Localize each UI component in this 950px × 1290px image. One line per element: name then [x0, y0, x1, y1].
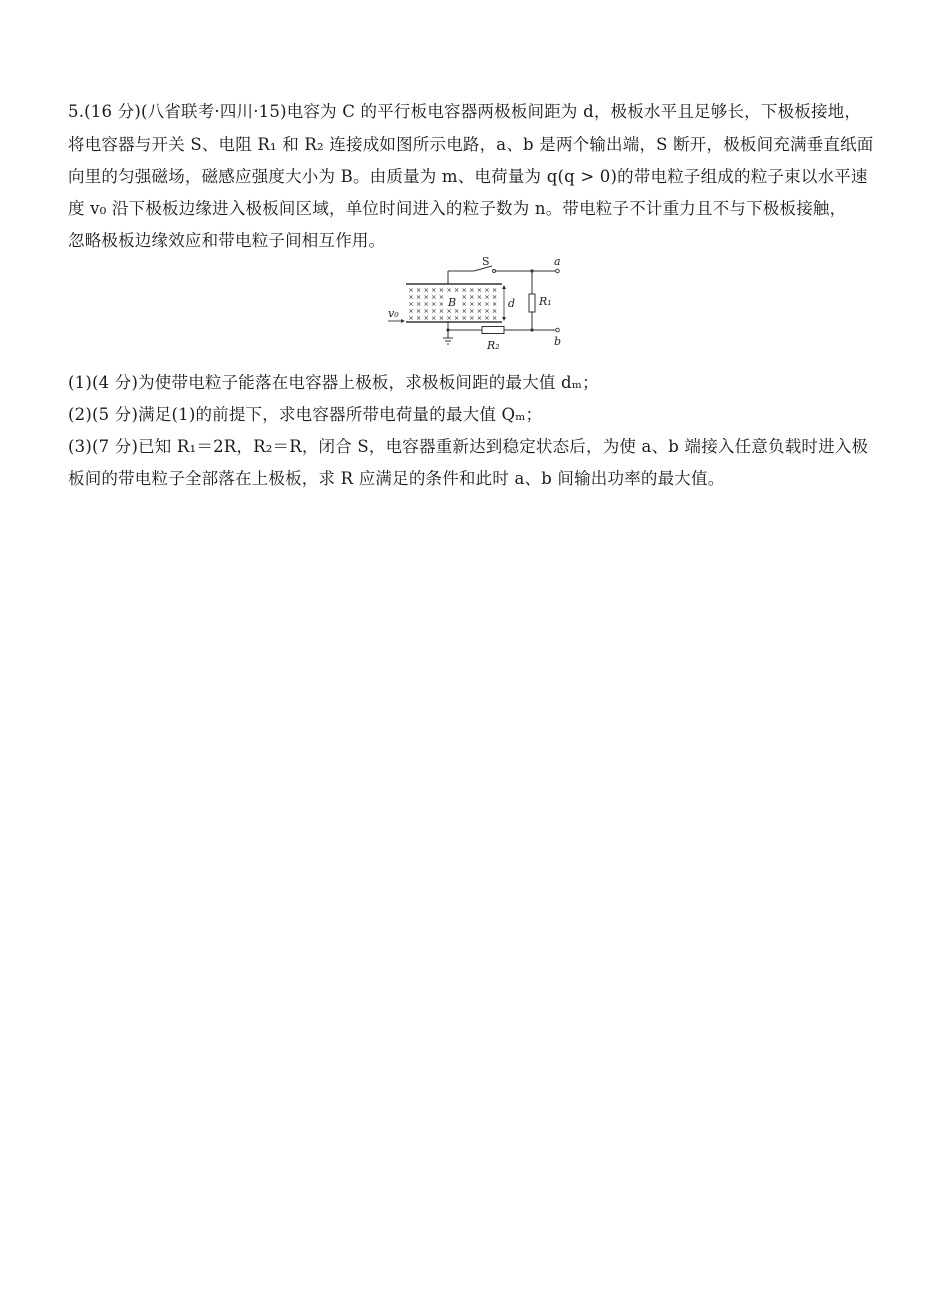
terminal-b: [556, 328, 560, 332]
gap-arrow-head-down: [502, 317, 506, 321]
r2-label: R₂: [487, 339, 500, 352]
velocity-arrow-head: [401, 319, 405, 323]
question-2: (2)(5 分)满足(1)的前提下，求电容器所带电荷量的最大值 Qₘ；: [68, 405, 543, 424]
r1-label: R₁: [539, 295, 552, 308]
problem-line-2: 将电容器与开关 S、电阻 R₁ 和 R₂ 连接成如图所示电路，a、b 是两个输出端，S 断开，极板间充满垂直纸面: [68, 135, 874, 154]
problem-line-5: 忽略极板边缘效应和带电粒子间相互作用。: [68, 231, 386, 250]
terminal-a: [556, 269, 560, 273]
question-1: (1)(4 分)为使带电粒子能落在电容器上极板，求极板间距的最大值 dₘ；: [68, 373, 599, 392]
circuit-diagram: [384, 254, 572, 358]
problem-line-4: 度 v₀ 沿下极板边缘进入极板间区域，单位时间进入的粒子数为 n。带电粒子不计重力且不与下极板接触，: [68, 199, 847, 218]
resistor-r1: [529, 294, 535, 312]
terminal-a-label: a: [554, 255, 561, 268]
circuit-figure: [384, 254, 572, 358]
terminal-b-label: b: [554, 335, 562, 348]
gap-arrow-head-up: [502, 285, 506, 289]
question-3-line-2: 板间的带电粒子全部落在上极板，求 R 应满足的条件和此时 a、b 间输出功率的最大值。: [68, 469, 725, 488]
question-3-line-1: (3)(7 分)已知 R₁＝2R，R₂＝R，闭合 S，电容器重新达到稳定状态后，为使 a、b 端接入任意负载时进入极: [68, 437, 869, 456]
switch-label: S: [482, 255, 490, 268]
velocity-label: v₀: [388, 307, 399, 320]
problem-line-3: 向里的匀强磁场，磁感应强度大小为 B。由质量为 m、电荷量为 q(q > 0)的带电粒子组成的粒子束以水平速: [68, 167, 868, 186]
resistor-r2: [482, 327, 504, 334]
gap-label: d: [508, 297, 516, 310]
junction-bottom-right: [530, 328, 533, 331]
problem-line-1: 5.(16 分)(八省联考·四川·15)电容为 C 的平行板电容器两极板间距为 d，极板水平且足够长，下极板接地，: [68, 102, 862, 121]
switch-contact: [493, 270, 496, 273]
field-label: B: [448, 296, 457, 309]
